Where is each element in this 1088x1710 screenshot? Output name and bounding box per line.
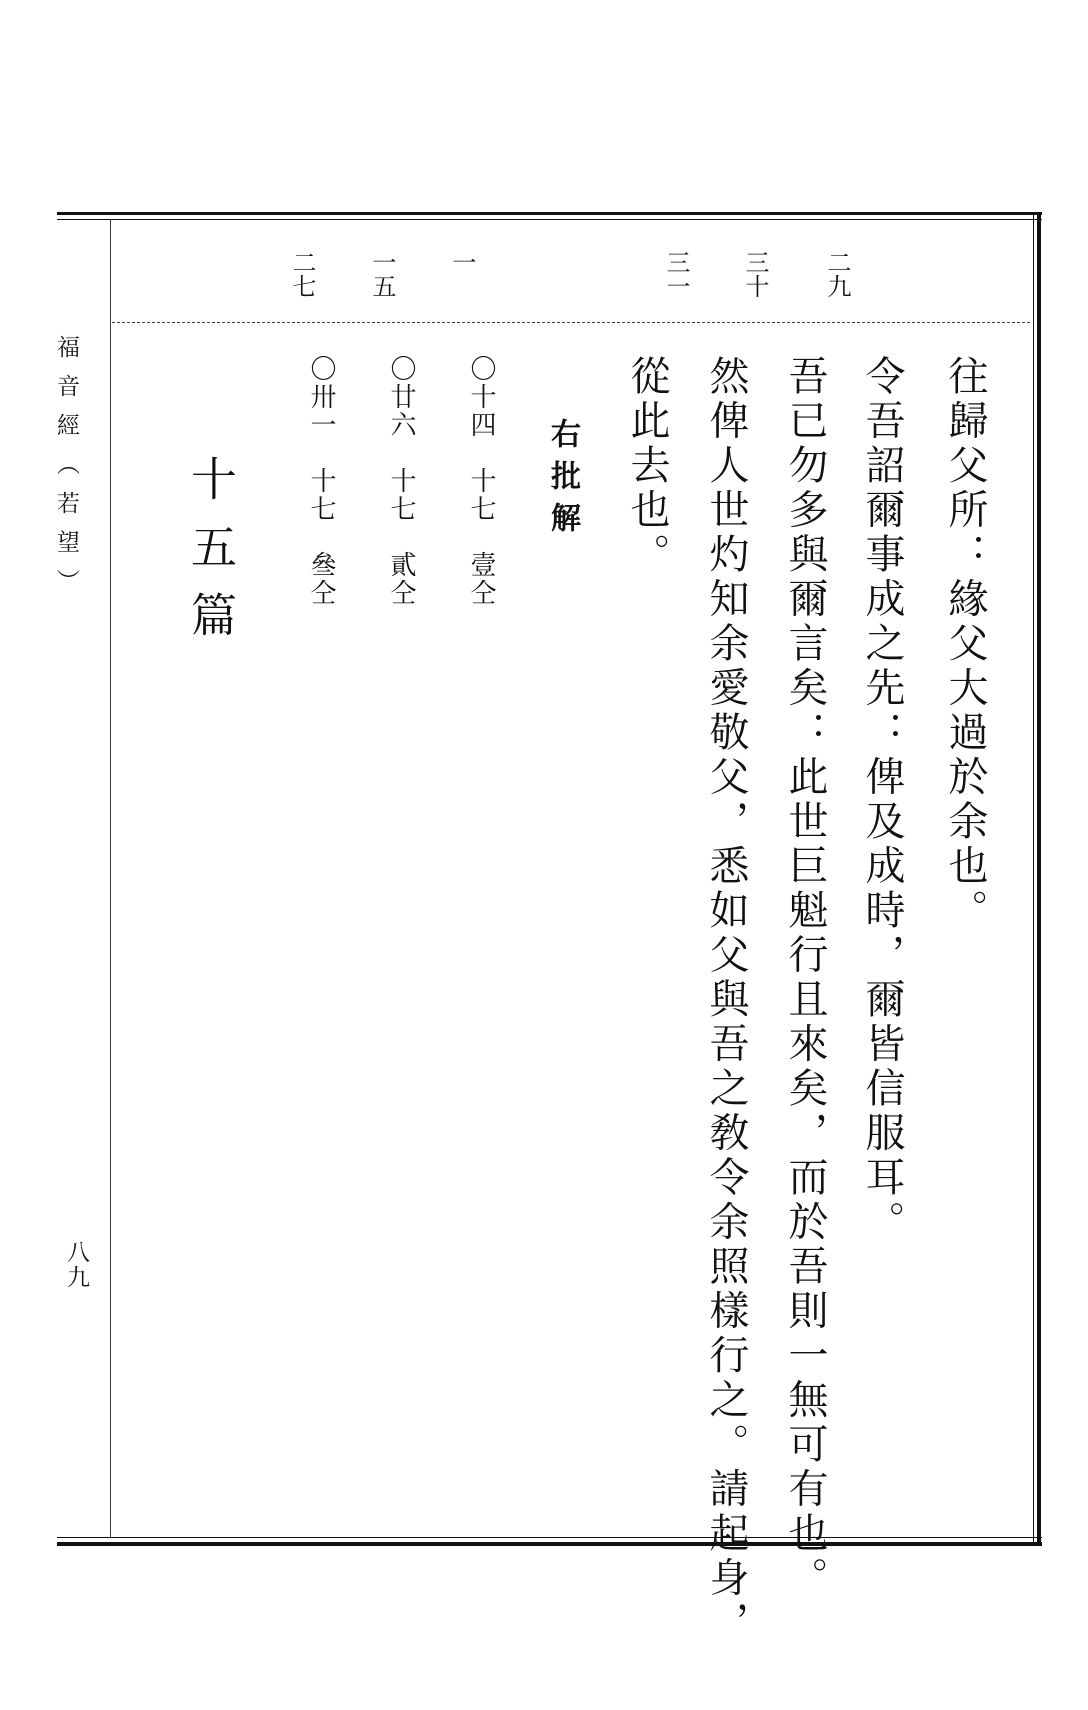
text-column: 往歸父所：緣父大過於余也。 (942, 355, 988, 934)
reference-row: 〇十四 十七 壹仝 (466, 355, 496, 607)
right-border-rule (1033, 212, 1041, 1546)
verse-number: 二九 (823, 250, 851, 298)
bottom-border-rule (57, 1537, 1042, 1546)
running-title: 福音經（若望） (53, 335, 79, 608)
reference-verse-number: 一五 (368, 250, 396, 298)
top-border-rule (57, 212, 1042, 220)
text-column: 然俾人世灼知余愛敬父，悉如父與吾之敎令余照樣行之。請起身， (703, 355, 749, 1646)
reference-verse-number: 二七 (288, 250, 316, 298)
inner-left-rule (110, 220, 111, 1537)
header-separator (112, 322, 1030, 323)
chapter-heading: 十五篇 (184, 455, 238, 659)
text-column: 從此去也。 (624, 355, 670, 578)
reference-row: 〇廿六 十七 貳仝 (386, 355, 416, 607)
verse-number: 三一 (662, 250, 690, 298)
page-number: 八九 (63, 1240, 89, 1290)
reference-verse-number: 一 (448, 250, 476, 274)
text-column: 吾已勿多與爾言矣：此世巨魁行且來矣，而於吾則一無可有也。 (782, 355, 828, 1601)
reference-heading: 右批解 (545, 418, 580, 544)
verse-number: 三十 (741, 250, 769, 298)
reference-row: 〇卅一 十七 叄仝 (306, 355, 336, 607)
text-column: 令吾詔爾事成之先：俾及成時，爾皆信服耳。 (859, 355, 905, 1245)
